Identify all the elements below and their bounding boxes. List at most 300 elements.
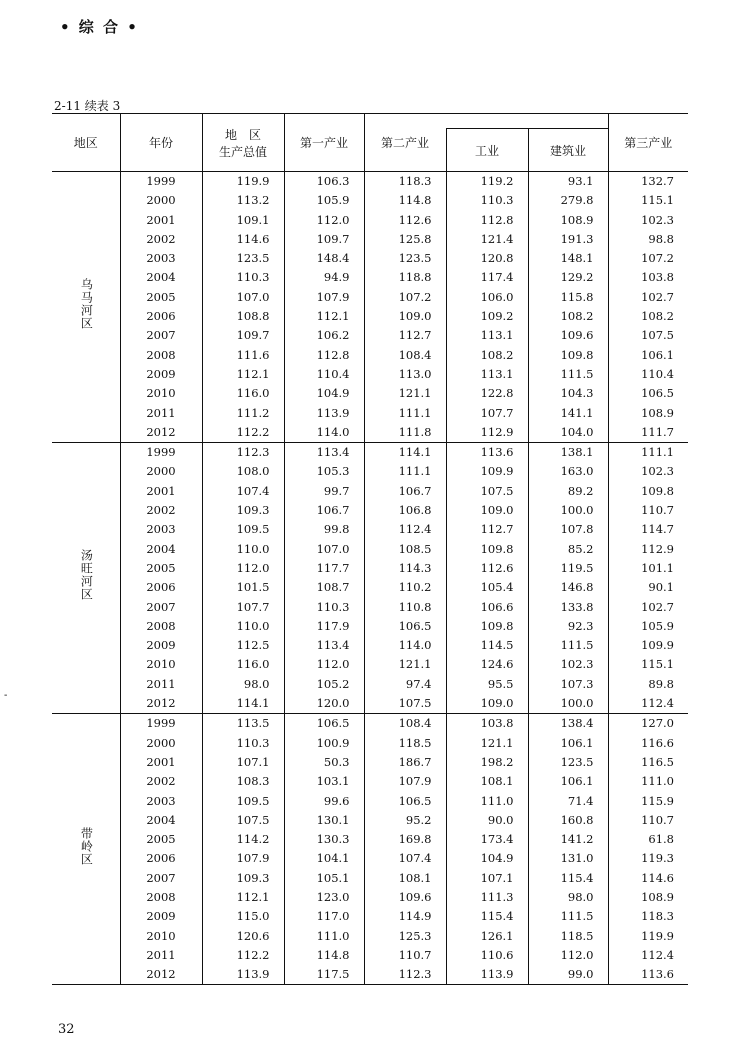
industry-cell: 95.5	[446, 675, 528, 694]
table-row	[52, 675, 688, 694]
year-cell: 2012	[120, 965, 202, 985]
tertiary-cell: 115.1	[608, 655, 688, 674]
secondary-cell: 107.9	[364, 772, 446, 791]
year-cell: 2010	[120, 927, 202, 946]
table-row	[52, 849, 688, 868]
tertiary-cell: 106.5	[608, 384, 688, 403]
primary-cell: 110.4	[284, 365, 364, 384]
secondary-cell: 112.6	[364, 211, 446, 230]
industry-cell: 114.5	[446, 636, 528, 655]
gdp-cell: 112.0	[202, 559, 284, 578]
construction-cell: 112.0	[528, 946, 608, 965]
construction-cell: 92.3	[528, 617, 608, 636]
secondary-cell: 109.0	[364, 307, 446, 326]
primary-cell: 117.9	[284, 617, 364, 636]
table-row	[52, 655, 688, 674]
year-cell: 2007	[120, 326, 202, 345]
construction-cell: 106.1	[528, 734, 608, 753]
table-row	[52, 540, 688, 559]
gdp-cell: 109.7	[202, 326, 284, 345]
table-label: 2-11 续表 3	[54, 99, 121, 113]
primary-cell: 110.3	[284, 598, 364, 617]
gdp-cell: 108.0	[202, 462, 284, 481]
tertiary-cell: 101.1	[608, 559, 688, 578]
tertiary-cell: 110.7	[608, 811, 688, 830]
gdp-cell: 112.2	[202, 423, 284, 443]
table-row	[52, 191, 688, 210]
industry-cell: 113.9	[446, 965, 528, 985]
year-cell: 1999	[120, 443, 202, 463]
year-cell: 2000	[120, 734, 202, 753]
industry-cell: 104.9	[446, 849, 528, 868]
construction-cell: 133.8	[528, 598, 608, 617]
industry-cell: 113.1	[446, 365, 528, 384]
industry-cell: 109.0	[446, 694, 528, 714]
year-cell: 2004	[120, 268, 202, 287]
tertiary-cell: 105.9	[608, 617, 688, 636]
construction-cell: 115.8	[528, 288, 608, 307]
gdp-cell: 113.2	[202, 191, 284, 210]
industry-cell: 112.8	[446, 211, 528, 230]
construction-cell: 138.4	[528, 714, 608, 734]
tertiary-cell: 118.3	[608, 907, 688, 926]
industry-cell: 109.8	[446, 540, 528, 559]
construction-cell: 108.2	[528, 307, 608, 326]
industry-cell: 103.8	[446, 714, 528, 734]
table-row	[52, 346, 688, 365]
industry-cell: 121.4	[446, 230, 528, 249]
construction-cell: 111.5	[528, 636, 608, 655]
secondary-cell: 95.2	[364, 811, 446, 830]
year-cell: 2001	[120, 211, 202, 230]
table-row	[52, 249, 688, 268]
region-name: 汤旺河区	[79, 549, 94, 602]
secondary-cell: 108.4	[364, 346, 446, 365]
primary-cell: 114.0	[284, 423, 364, 443]
secondary-cell: 111.1	[364, 462, 446, 481]
year-cell: 2006	[120, 849, 202, 868]
primary-cell: 112.1	[284, 307, 364, 326]
year-cell: 2008	[120, 617, 202, 636]
gdp-cell: 109.3	[202, 501, 284, 520]
primary-cell: 109.7	[284, 230, 364, 249]
region-cell	[52, 443, 120, 714]
tertiary-cell: 111.0	[608, 772, 688, 791]
table-row	[52, 598, 688, 617]
gdp-cell: 114.6	[202, 230, 284, 249]
table-row	[52, 753, 688, 772]
year-cell: 2000	[120, 191, 202, 210]
construction-cell: 107.3	[528, 675, 608, 694]
construction-cell: 100.0	[528, 501, 608, 520]
year-cell: 2002	[120, 501, 202, 520]
primary-cell: 120.0	[284, 694, 364, 714]
gdp-cell: 109.1	[202, 211, 284, 230]
region-cell	[52, 714, 120, 985]
secondary-cell: 186.7	[364, 753, 446, 772]
gdp-cell: 119.9	[202, 172, 284, 192]
col-header-construction: 建筑业	[528, 129, 608, 172]
year-cell: 2010	[120, 655, 202, 674]
secondary-cell: 108.4	[364, 714, 446, 734]
secondary-cell: 110.2	[364, 578, 446, 597]
construction-cell: 98.0	[528, 888, 608, 907]
secondary-cell: 107.4	[364, 849, 446, 868]
gdp-cell: 112.2	[202, 946, 284, 965]
secondary-cell: 109.6	[364, 888, 446, 907]
table-row	[52, 927, 688, 946]
secondary-cell: 112.3	[364, 965, 446, 985]
primary-cell: 94.9	[284, 268, 364, 287]
primary-cell: 105.3	[284, 462, 364, 481]
table-row	[52, 907, 688, 926]
secondary-cell: 118.5	[364, 734, 446, 753]
region-name: 乌马河区	[79, 277, 94, 330]
table-row	[52, 792, 688, 811]
year-cell: 2011	[120, 404, 202, 423]
table-row	[52, 830, 688, 849]
construction-cell: 104.0	[528, 423, 608, 443]
primary-cell: 105.1	[284, 869, 364, 888]
region-cell	[52, 172, 120, 443]
col-header-gdp-line2: 生产总值	[218, 144, 267, 159]
secondary-cell: 97.4	[364, 675, 446, 694]
industry-cell: 109.8	[446, 617, 528, 636]
table-row	[52, 482, 688, 501]
industry-cell: 119.2	[446, 172, 528, 192]
primary-cell: 117.0	[284, 907, 364, 926]
construction-cell: 100.0	[528, 694, 608, 714]
gdp-cell: 107.9	[202, 849, 284, 868]
year-cell: 2005	[120, 830, 202, 849]
tertiary-cell: 89.8	[608, 675, 688, 694]
secondary-cell: 106.5	[364, 792, 446, 811]
gdp-cell: 108.8	[202, 307, 284, 326]
year-cell: 2001	[120, 482, 202, 501]
primary-cell: 104.1	[284, 849, 364, 868]
industry-cell: 110.3	[446, 191, 528, 210]
tertiary-cell: 111.1	[608, 443, 688, 463]
gdp-cell: 101.5	[202, 578, 284, 597]
secondary-cell: 108.5	[364, 540, 446, 559]
industry-cell: 108.1	[446, 772, 528, 791]
year-cell: 1999	[120, 714, 202, 734]
industry-cell: 107.1	[446, 869, 528, 888]
table-row	[52, 965, 688, 985]
table-row	[52, 172, 688, 192]
table-row	[52, 230, 688, 249]
construction-cell: 148.1	[528, 249, 608, 268]
construction-cell: 93.1	[528, 172, 608, 192]
year-cell: 2005	[120, 288, 202, 307]
secondary-cell: 121.1	[364, 655, 446, 674]
table-row	[52, 520, 688, 539]
industry-cell: 112.9	[446, 423, 528, 443]
table-row	[52, 888, 688, 907]
secondary-cell: 110.7	[364, 946, 446, 965]
tertiary-cell: 107.5	[608, 326, 688, 345]
year-cell: 2003	[120, 520, 202, 539]
industry-cell: 111.3	[446, 888, 528, 907]
gdp-cell: 113.5	[202, 714, 284, 734]
construction-cell: 138.1	[528, 443, 608, 463]
table-row	[52, 772, 688, 791]
region-name: 带岭区	[79, 826, 94, 866]
construction-cell: 163.0	[528, 462, 608, 481]
table-row	[52, 501, 688, 520]
industry-cell: 111.0	[446, 792, 528, 811]
tertiary-cell: 90.1	[608, 578, 688, 597]
table-row	[52, 734, 688, 753]
construction-cell: 107.8	[528, 520, 608, 539]
primary-cell: 99.6	[284, 792, 364, 811]
year-cell: 2001	[120, 753, 202, 772]
primary-cell: 130.1	[284, 811, 364, 830]
table-row	[52, 288, 688, 307]
industry-cell: 108.2	[446, 346, 528, 365]
gdp-cell: 108.3	[202, 772, 284, 791]
table-row	[52, 404, 688, 423]
tertiary-cell: 102.3	[608, 211, 688, 230]
primary-cell: 105.9	[284, 191, 364, 210]
industry-cell: 124.6	[446, 655, 528, 674]
secondary-cell: 107.5	[364, 694, 446, 714]
table-row	[52, 714, 688, 734]
tertiary-cell: 109.8	[608, 482, 688, 501]
construction-cell: 109.6	[528, 326, 608, 345]
industry-cell: 112.6	[446, 559, 528, 578]
secondary-cell: 169.8	[364, 830, 446, 849]
primary-cell: 111.0	[284, 927, 364, 946]
table-row	[52, 211, 688, 230]
year-cell: 2006	[120, 307, 202, 326]
primary-cell: 104.9	[284, 384, 364, 403]
year-cell: 2012	[120, 423, 202, 443]
gdp-cell: 116.0	[202, 384, 284, 403]
industry-cell: 198.2	[446, 753, 528, 772]
construction-cell: 99.0	[528, 965, 608, 985]
tertiary-cell: 102.7	[608, 288, 688, 307]
construction-cell: 111.5	[528, 365, 608, 384]
construction-cell: 141.1	[528, 404, 608, 423]
primary-cell: 130.3	[284, 830, 364, 849]
primary-cell: 99.8	[284, 520, 364, 539]
gdp-cell: 110.3	[202, 268, 284, 287]
gdp-cell: 112.1	[202, 888, 284, 907]
page-number: 32	[58, 1022, 75, 1037]
gdp-cell: 109.5	[202, 520, 284, 539]
table-row	[52, 617, 688, 636]
margin-mark: -	[4, 690, 8, 701]
table-row	[52, 946, 688, 965]
secondary-cell: 125.8	[364, 230, 446, 249]
gdp-cell: 116.0	[202, 655, 284, 674]
tertiary-cell: 103.8	[608, 268, 688, 287]
tertiary-cell: 108.9	[608, 404, 688, 423]
primary-cell: 100.9	[284, 734, 364, 753]
primary-cell: 112.8	[284, 346, 364, 365]
secondary-cell: 112.4	[364, 520, 446, 539]
industry-cell: 112.7	[446, 520, 528, 539]
year-cell: 2011	[120, 675, 202, 694]
secondary-cell: 106.5	[364, 617, 446, 636]
tertiary-cell: 115.1	[608, 191, 688, 210]
secondary-cell: 108.1	[364, 869, 446, 888]
year-cell: 2010	[120, 384, 202, 403]
industry-cell: 117.4	[446, 268, 528, 287]
tertiary-cell: 132.7	[608, 172, 688, 192]
industry-cell: 90.0	[446, 811, 528, 830]
secondary-cell: 114.3	[364, 559, 446, 578]
secondary-cell: 106.7	[364, 482, 446, 501]
secondary-cell: 110.8	[364, 598, 446, 617]
tertiary-cell: 108.9	[608, 888, 688, 907]
secondary-cell: 114.9	[364, 907, 446, 926]
tertiary-cell: 114.7	[608, 520, 688, 539]
year-cell: 2011	[120, 946, 202, 965]
primary-cell: 112.0	[284, 655, 364, 674]
gdp-cell: 110.3	[202, 734, 284, 753]
col-header-region: 地区	[52, 114, 120, 172]
secondary-cell: 113.0	[364, 365, 446, 384]
construction-cell: 131.0	[528, 849, 608, 868]
year-cell: 2007	[120, 869, 202, 888]
secondary-cell: 106.8	[364, 501, 446, 520]
primary-cell: 113.4	[284, 636, 364, 655]
year-cell: 2005	[120, 559, 202, 578]
primary-cell: 106.7	[284, 501, 364, 520]
primary-cell: 107.9	[284, 288, 364, 307]
table-header	[52, 114, 688, 172]
year-cell: 2002	[120, 230, 202, 249]
table-row	[52, 559, 688, 578]
primary-cell: 113.9	[284, 404, 364, 423]
construction-cell: 160.8	[528, 811, 608, 830]
industry-cell: 109.0	[446, 501, 528, 520]
industry-cell: 105.4	[446, 578, 528, 597]
construction-cell: 118.5	[528, 927, 608, 946]
tertiary-cell: 106.1	[608, 346, 688, 365]
tertiary-cell: 115.9	[608, 792, 688, 811]
statistics-table	[52, 113, 688, 985]
primary-cell: 107.0	[284, 540, 364, 559]
table-row	[52, 268, 688, 287]
primary-cell: 117.5	[284, 965, 364, 985]
primary-cell: 108.7	[284, 578, 364, 597]
tertiary-cell: 61.8	[608, 830, 688, 849]
primary-cell: 148.4	[284, 249, 364, 268]
primary-cell: 105.2	[284, 675, 364, 694]
table-row	[52, 423, 688, 443]
tertiary-cell: 110.7	[608, 501, 688, 520]
year-cell: 2004	[120, 811, 202, 830]
tertiary-cell: 109.9	[608, 636, 688, 655]
tertiary-cell: 119.9	[608, 927, 688, 946]
industry-cell: 121.1	[446, 734, 528, 753]
industry-cell: 110.6	[446, 946, 528, 965]
primary-cell: 106.5	[284, 714, 364, 734]
gdp-cell: 109.3	[202, 869, 284, 888]
industry-cell: 173.4	[446, 830, 528, 849]
tertiary-cell: 127.0	[608, 714, 688, 734]
section-header: • 综 合 •	[60, 18, 139, 36]
tertiary-cell: 111.7	[608, 423, 688, 443]
industry-cell: 115.4	[446, 907, 528, 926]
gdp-cell: 109.5	[202, 792, 284, 811]
tertiary-cell: 116.6	[608, 734, 688, 753]
primary-cell: 117.7	[284, 559, 364, 578]
col-header-year: 年份	[120, 114, 202, 172]
tertiary-cell: 119.3	[608, 849, 688, 868]
gdp-cell: 113.9	[202, 965, 284, 985]
gdp-cell: 110.0	[202, 540, 284, 559]
gdp-cell: 112.5	[202, 636, 284, 655]
table-row	[52, 578, 688, 597]
gdp-cell: 112.3	[202, 443, 284, 463]
table-row	[52, 365, 688, 384]
year-cell: 2012	[120, 694, 202, 714]
construction-cell: 191.3	[528, 230, 608, 249]
col-header-gdp	[202, 114, 284, 172]
gdp-cell: 110.0	[202, 617, 284, 636]
table-body	[52, 172, 688, 985]
gdp-cell: 123.5	[202, 249, 284, 268]
col-header-secondary-spacer	[446, 114, 608, 129]
construction-cell: 141.2	[528, 830, 608, 849]
year-cell: 2009	[120, 365, 202, 384]
year-cell: 2007	[120, 598, 202, 617]
industry-cell: 107.5	[446, 482, 528, 501]
secondary-cell: 107.2	[364, 288, 446, 307]
tertiary-cell: 112.9	[608, 540, 688, 559]
year-cell: 2008	[120, 888, 202, 907]
table-row	[52, 811, 688, 830]
table-row	[52, 462, 688, 481]
gdp-cell: 115.0	[202, 907, 284, 926]
year-cell: 2000	[120, 462, 202, 481]
secondary-cell: 114.1	[364, 443, 446, 463]
industry-cell: 109.9	[446, 462, 528, 481]
industry-cell: 107.7	[446, 404, 528, 423]
secondary-cell: 112.7	[364, 326, 446, 345]
col-header-tertiary: 第三产业	[608, 114, 688, 172]
construction-cell: 115.4	[528, 869, 608, 888]
gdp-cell: 98.0	[202, 675, 284, 694]
primary-cell: 99.7	[284, 482, 364, 501]
construction-cell: 119.5	[528, 559, 608, 578]
construction-cell: 111.5	[528, 907, 608, 926]
gdp-cell: 111.6	[202, 346, 284, 365]
gdp-cell: 107.7	[202, 598, 284, 617]
year-cell: 2009	[120, 907, 202, 926]
table-row	[52, 326, 688, 345]
primary-cell: 103.1	[284, 772, 364, 791]
tertiary-cell: 113.6	[608, 965, 688, 985]
gdp-cell: 114.1	[202, 694, 284, 714]
construction-cell: 71.4	[528, 792, 608, 811]
construction-cell: 104.3	[528, 384, 608, 403]
gdp-cell: 107.5	[202, 811, 284, 830]
gdp-cell: 111.2	[202, 404, 284, 423]
secondary-cell: 114.8	[364, 191, 446, 210]
primary-cell: 113.4	[284, 443, 364, 463]
table-row	[52, 384, 688, 403]
industry-cell: 122.8	[446, 384, 528, 403]
industry-cell: 106.0	[446, 288, 528, 307]
gdp-cell: 107.4	[202, 482, 284, 501]
table-row	[52, 636, 688, 655]
tertiary-cell: 112.4	[608, 946, 688, 965]
